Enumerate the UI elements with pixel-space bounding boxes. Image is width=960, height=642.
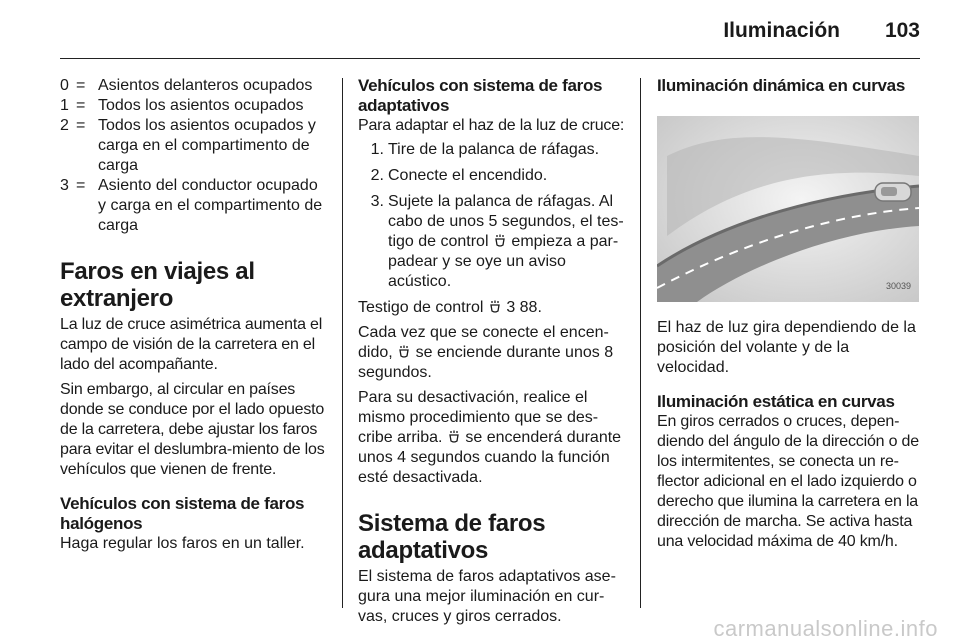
page-reference: 3 88. xyxy=(506,299,542,316)
seat-list-item: 1 = Todos los asientos ocupados xyxy=(60,97,304,114)
paragraph: Sin embargo, al circular en países donde se conduce por el lado opuesto de la carretera, debe ajustar los faros para evitar el deslumbra-miento de los vehículos que vienen de frente. xyxy=(60,381,325,478)
page-header xyxy=(60,0,920,59)
list-item: 3. Sujete la palanca de ráfagas. Al cabo de unos 5 segundos, el tes-tigo de control empieza a par-padear y se oye un aviso acústico. xyxy=(370,193,624,290)
heading-static-curves: Iluminación estática en curvas xyxy=(657,392,895,411)
list-item: 1. Tire de la palanca de ráfagas. xyxy=(370,141,600,158)
seat-list-item: 2 = Todos los asientos ocupados y carga en el compartimento de carga xyxy=(60,117,316,174)
column-divider xyxy=(342,78,343,608)
watermark: carmanualsonline.info xyxy=(713,616,938,641)
heading-abroad: Faros en viajes al extranjero xyxy=(60,258,255,312)
road-illustration xyxy=(657,116,919,302)
figure-code: 30039 xyxy=(885,281,911,291)
paragraph: Haga regular los faros en un taller. xyxy=(60,535,305,552)
paragraph: Cada vez que se conecte el encen-dido, se enciende durante unos 8 segundos. xyxy=(358,324,614,381)
heading-adaptive-vehicles: Vehículos con sistema de faros adaptativos xyxy=(358,76,603,115)
seat-list-item: 0 = Asientos delanteros ocupados xyxy=(60,77,313,94)
paragraph: El haz de luz gira dependiendo de la posición del volante y de la velocidad. xyxy=(657,319,916,376)
heading-dynamic-curves: Iluminación dinámica en curvas xyxy=(657,76,905,95)
section-title: Iluminación xyxy=(723,19,840,42)
headlamp-warning-icon xyxy=(447,430,461,444)
paragraph: La luz de cruce asimétrica aumenta el campo de visión de la carretera en el lado del acompañante. xyxy=(60,316,323,373)
column-divider xyxy=(640,78,641,608)
headlamp-warning-icon xyxy=(488,300,502,314)
paragraph: Testigo de control 3 88. xyxy=(358,299,542,316)
heading-adaptive-system: Sistema de faros adaptativos xyxy=(358,510,546,564)
list-item: 2. Conecte el encendido. xyxy=(370,167,548,184)
seat-list-item: 3 = Asiento del conductor ocupado y carga en el compartimento de carga xyxy=(60,177,323,234)
headlamp-warning-icon xyxy=(493,234,507,248)
heading-halogen: Vehículos con sistema de faros halógenos xyxy=(60,494,305,533)
paragraph: En giros cerrados o cruces, depen-diendo del ángulo de la dirección o de los intermitentes, se conecta un re-flector adicional en el lado izquierdo o derecho que ilumina la carretera en la dirección de marcha. Se activa hasta una velocidad máxima de 40 km/h. xyxy=(657,413,919,550)
column-right xyxy=(657,76,925,552)
curved-road-image xyxy=(657,116,919,302)
paragraph: Para adaptar el haz de la luz de cruce: xyxy=(358,117,625,134)
column-left xyxy=(60,76,328,554)
headlamp-warning-icon xyxy=(397,345,411,359)
paragraph: El sistema de faros adaptativos ase-gura una mejor iluminación en cur-vas, cruces y giros cerrados. xyxy=(358,568,616,625)
paragraph: Para su desactivación, realice el mismo procedimiento que se des-cribe arriba. se encenderá durante unos 4 segundos cuando la función esté desactivada. xyxy=(358,389,622,486)
page-number: 103 xyxy=(884,19,920,42)
column-middle xyxy=(358,76,628,627)
steps-list xyxy=(358,140,628,292)
